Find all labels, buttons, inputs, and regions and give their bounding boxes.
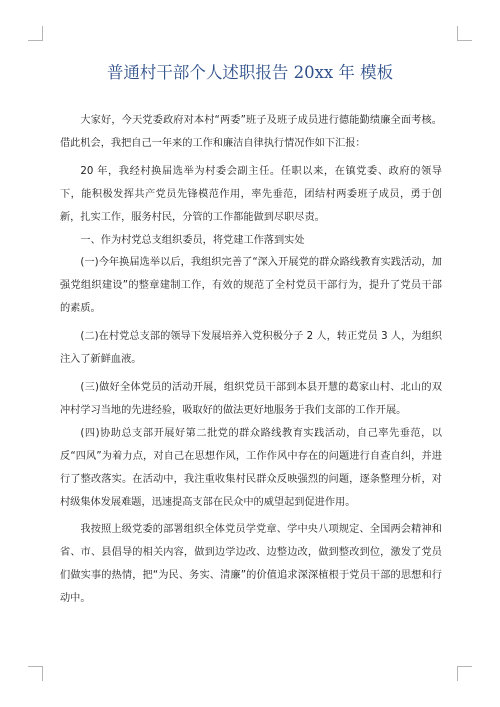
crop-mark-bottom-left [28, 666, 43, 681]
crop-mark-top-right [457, 26, 472, 41]
document-title: 普通村干部个人述职报告 20xx 年 模板 [106, 63, 394, 82]
document-body [60, 110, 442, 611]
crop-mark-bottom-right [457, 666, 472, 681]
section-heading-1: 一、作为村党总支组织委员，将党建工作落到实处 [80, 234, 305, 246]
paragraph-item-3: (三)做好全体党员的活动开展，组织党员干部到本县开慧的葛家山村、北山的双冲村学习当地的先进经验，吸取好的做法更好地服务于我们支部的工作开展。 [60, 381, 442, 416]
paragraph-item-4: (四)协助总支部开展好第二批党的群众路线教育实践活动，自己率先垂范，以反“四风”为着力点，对自己在思想作风，工作作风中存在的问题进行自查自纠，并进行了整改落实。在活动中，我注重收集村民群众反映强烈的问题，逐条整理分析，对村级集体发展难题，迅速提高支部在民众中的威望起到促进作用。 [60, 427, 442, 508]
paragraph-item-2: (二)在村党总支部的领导下发展培养入党积极分子 2 人，转正党员 3 人，为组织注入了新鲜血液。 [60, 331, 442, 366]
paragraph-greeting: 大家好，今天党委政府对本村“两委”班子及班子成员进行德能勤绩廉全面考核。借此机会，我把自己一年来的工作和廉洁自律执行情况作如下汇报： [60, 115, 442, 149]
crop-mark-top-left [28, 26, 43, 41]
paragraph-intro: 20 年，我经村换届选举为村委会副主任。任职以来，在镇党委、政府的领导下，能积极发挥共产党员先锋模范作用，率先垂范，团结村两委班子成员，勇于创新，扎实工作，服务村民，分管的工作都能做到尽职尽责。 [60, 165, 442, 223]
paragraph-study: 我按照上级党委的部署组织全体党员学党章、学中央八项规定、全国两会精神和省、市、县倡导的相关内容，做到边学边改、边整边改，做到整改到位，激发了党员们做实事的热情，把“为民、务实、清廉”的价值追求深深植根于党员干部的思想和行动中。 [60, 524, 442, 605]
paragraph-item-1: (一)今年换届选举以后，我组织完善了“深入开展党的群众路线教育实践活动，加强党组织建设”的整章建制工作，有效的规范了全村党员干部行为，提升了党员干部的素质。 [60, 257, 442, 315]
